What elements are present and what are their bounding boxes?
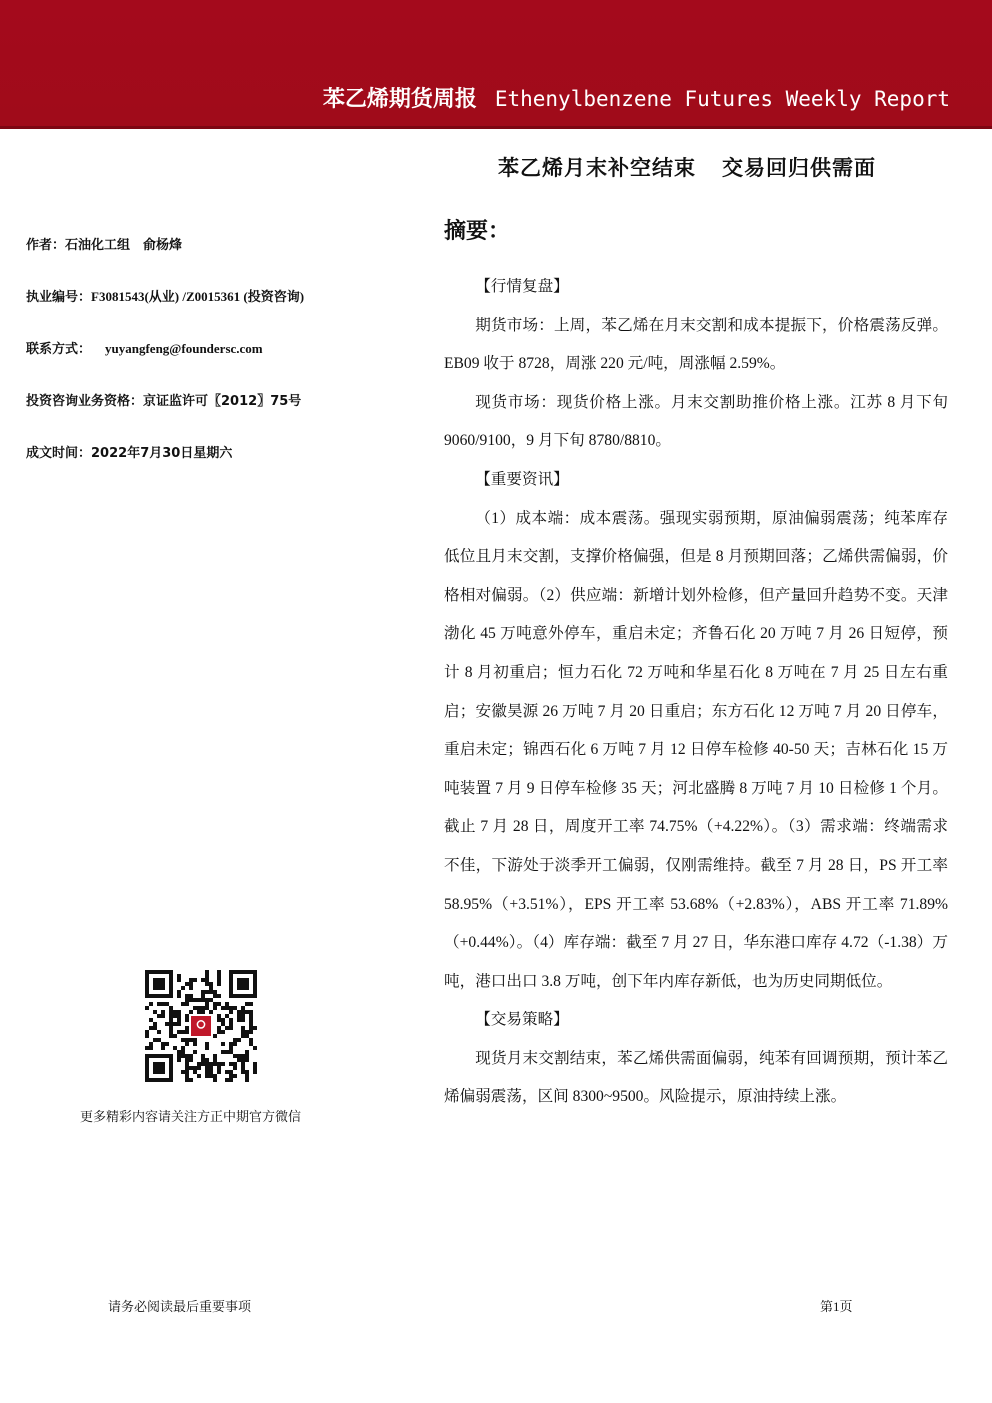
banner-divider	[0, 126, 992, 129]
report-title-part2: 交易回归供需面	[722, 156, 876, 180]
contact-email[interactable]: yuyangfeng@foundersc.com	[105, 341, 263, 356]
series-title-en: Ethenylbenzene Futures Weekly Report	[494, 87, 950, 111]
spot-paragraph: 现货市场：现货价格上涨。月末交割助推价格上涨。江苏 8 月下旬 9060/9100，9 月下旬 8780/8810。	[444, 393, 948, 450]
contact-label: 联系方式：	[26, 342, 92, 357]
license-value: F3081543(从业) /Z0015361 (投资咨询)	[91, 289, 305, 304]
news-heading: 【重要资讯】	[475, 470, 569, 488]
qr-code-icon[interactable]	[145, 970, 257, 1082]
author-label: 作者：	[26, 238, 66, 253]
report-series-title	[323, 82, 950, 113]
strategy-paragraph: 现货月末交割结束，苯乙烯供需面偏弱，纯苯有回调预期，预计苯乙烯偏弱震荡，区间 8300~9500。风险提示，原油持续上涨。	[444, 1049, 948, 1106]
market-review-heading: 【行情复盘】	[475, 278, 569, 295]
date-label: 成文时间：	[26, 446, 92, 461]
series-title-cn: 苯乙烯期货周报	[322, 87, 477, 112]
author-value: 石油化工组 俞杨烽	[65, 238, 183, 253]
summary-heading: 摘要：	[444, 219, 511, 244]
license-label: 执业编号：	[26, 290, 92, 305]
report-title	[498, 152, 876, 182]
header-banner	[0, 0, 992, 126]
footer-notice: 请务必阅读最后重要事项	[108, 1300, 252, 1315]
date-value: 2022年7月30日星期六	[91, 446, 233, 461]
qr-code-graphic	[145, 970, 257, 1082]
qualification-value: 京证监许可〖2012〗75号	[143, 394, 302, 409]
futures-paragraph: 期货市场：上周，苯乙烯在月末交割和成本提振下，价格震荡反弹。EB09 收于 8728，周涨 220 元/吨，周涨幅 2.59%。	[444, 316, 948, 373]
date-line	[26, 442, 232, 461]
author-line	[26, 234, 182, 253]
qr-caption: 更多精彩内容请关注方正中期官方微信	[80, 1110, 302, 1125]
license-line	[26, 286, 304, 305]
report-title-part1: 苯乙烯月末补空结束	[498, 156, 696, 180]
qualification-label: 投资咨询业务资格：	[26, 394, 144, 409]
page-number: 第1页	[820, 1299, 853, 1314]
news-paragraph: （1）成本端：成本震荡。强现实弱预期，原油偏弱震荡；纯苯库存低位且月末交割，支撑价格偏强，但是 8 月预期回落；乙烯供需偏弱，价格相对偏弱。（2）供应端：新增计划外检修，但产量回升趋势不变。天津渤化 45 万吨意外停车，重启未定；齐鲁石化 20 万吨 7 月 26 日短停，预计 8 月初重启；恒力石化 72 万吨和华星石化 8 万吨在 7 月 25 日左右重启；安徽昊源 26 万吨 7 月 20 日重启；东方石化 12 万吨 7 月 20 日停车，重启未定；锦西石化 6 万吨 7 月 12 日停车检修 40-50 天；吉林石化 15 万吨装置 7 月 9 日停车检修 35 天；河北盛腾 8 万吨 7 月 10 日检修 1 个月。截止 7 月 28 日，周度开工率 74.75%（+4.22%）。（3）需求端：终端需求不佳，下游处于淡季开工偏弱，仅刚需维持。截至 7 月 28 日，PS 开工率 58.95%（+3.51%），EPS 开工率 53.68%（+2.83%），ABS 开工率 71.89%（+0.44%）。（4）库存端：截至 7 月 27 日，华东港口库存 4.72（-1.38）万吨，港口出口 3.8 万吨，创下年内库存新低，也为历史同期低位。	[444, 509, 948, 990]
strategy-heading: 【交易策略】	[475, 1011, 569, 1029]
summary-body	[444, 268, 948, 1117]
contact-line	[26, 338, 263, 357]
qualification-line	[26, 390, 301, 409]
